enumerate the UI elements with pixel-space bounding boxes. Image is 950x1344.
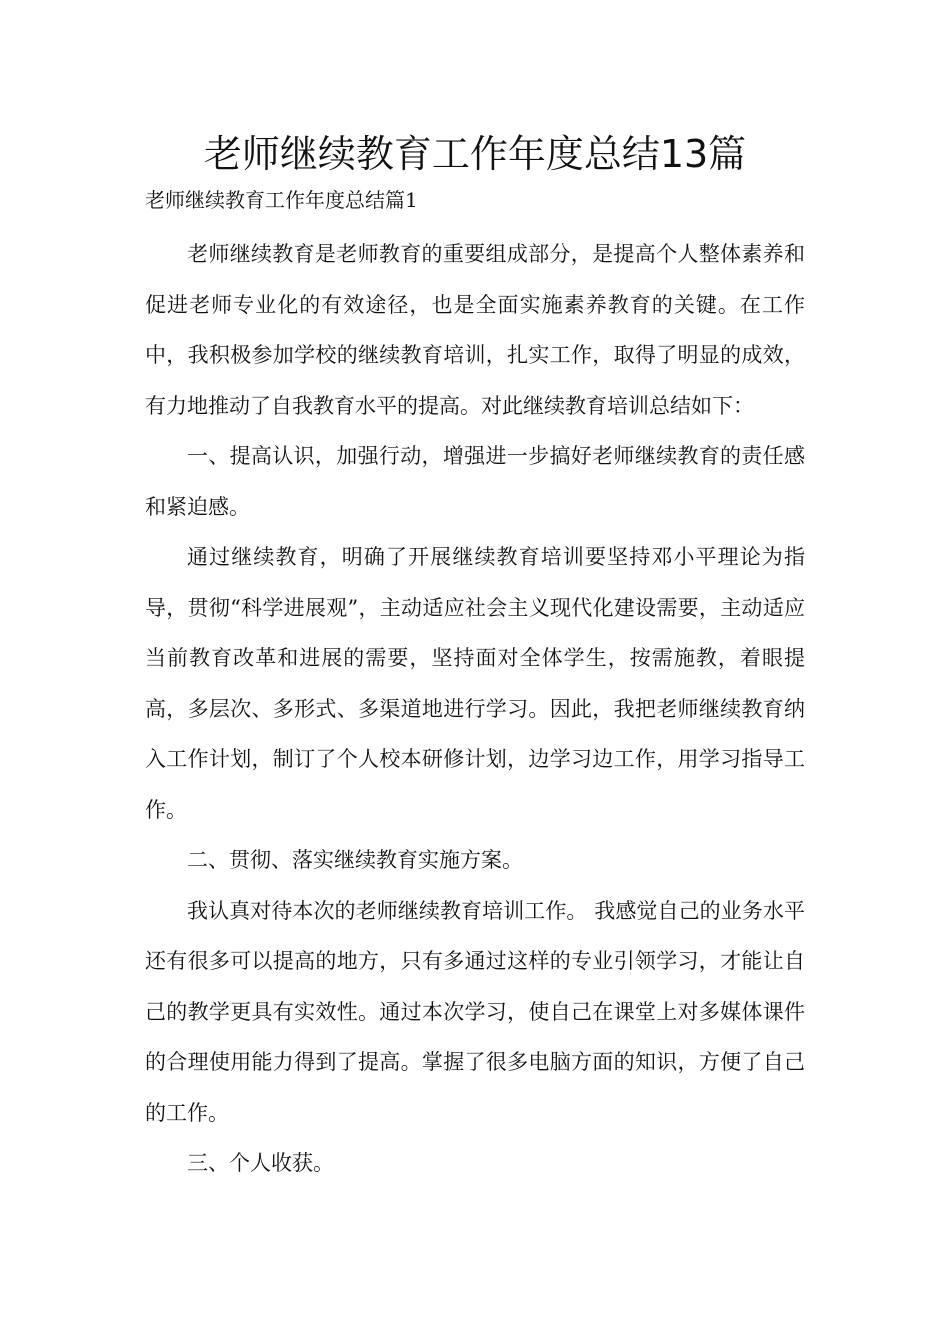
paragraph-section-1-body: 通过继续教育，明确了开展继续教育培训要坚持邓小平理论为指导，贯彻“科学进展观”，主动适应社会主义现代化建设需要，主动适应当前教育改革和进展的需要，坚持面对全体学生，按需施教，着眼提高，多层次、多形式、多渠道地进行学习。因此，我把老师继续教育纳入工作计划，制订了个人校本研修计划，边学习边工作，用学习指导工作。 [145, 545, 805, 822]
paragraph-intro: 老师继续教育是老师教育的重要组成部分，是提高个人整体素养和促进老师专业化的有效途径，也是全面实施素养教育的关键。在工作中，我积极参加学校的继续教育培训，扎实工作，取得了明显的成效，有力地推动了自我教育水平的提高。对此继续教育培训总结如下： [145, 242, 805, 418]
paragraph-section-1-heading: 一、提高认识，加强行动，增强进一步搞好老师继续教育的责任感和紧迫感。 [145, 444, 805, 519]
paragraph-section-2-body: 我认真对待本次的老师继续教育培训工作。 我感觉自己的业务水平还有很多可以提高的地方，只有多通过这样的专业引领学习，才能让自己的教学更具有实效性。通过本次学习，使自己在课堂上对多媒体课件的合理使用能力得到了提高。掌握了很多电脑方面的知识，方便了自己的工作。 [145, 898, 805, 1125]
paragraph-section-2-heading: 二、贯彻、落实继续教育实施方案。 [187, 848, 523, 872]
paragraph-section-3-heading: 三、个人收获。 [187, 1151, 334, 1175]
document-title: 老师继续教育工作年度总结13篇 [203, 132, 747, 176]
document-body [145, 229, 805, 1189]
document-subtitle: 老师继续教育工作年度总结篇1 [145, 188, 418, 212]
